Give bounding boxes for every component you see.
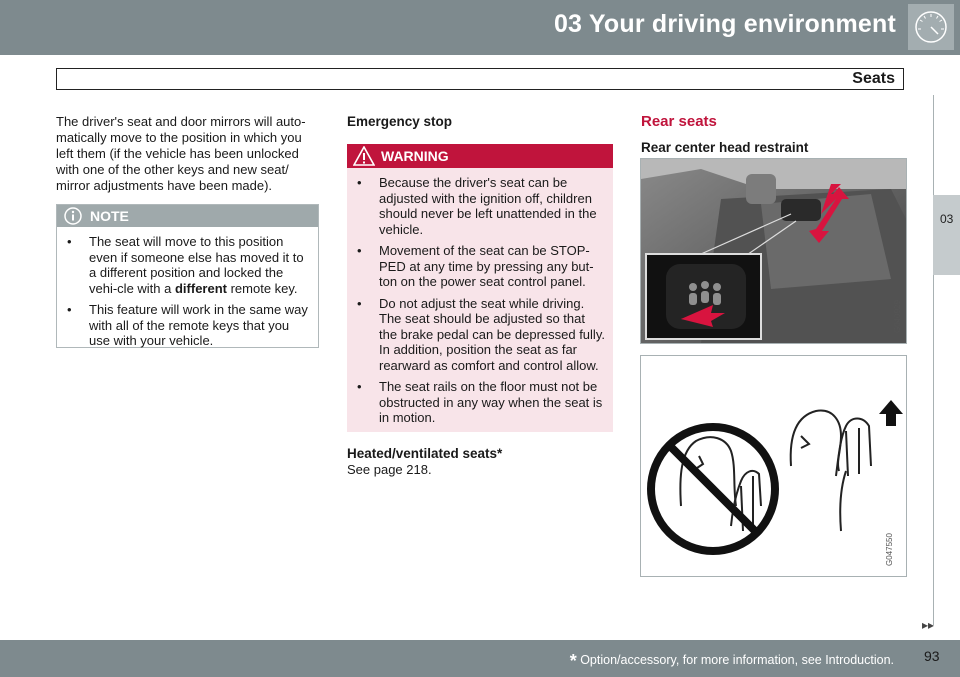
footnote: [570, 651, 894, 672]
note-text: This feature will work in the same way with all of the remote keys that you use with your vehicle.: [89, 302, 308, 348]
intro-paragraph: [56, 114, 324, 194]
intro-line: matically move to the position in which you: [56, 130, 302, 145]
intro-line: left them (if the vehicle has been unlocked: [56, 146, 299, 161]
side-rule: [933, 95, 934, 625]
note-bold-text: different: [174, 280, 227, 296]
warning-item: • Because the driver's seat can be adjusted with the ignition off, children should never be left unattended in the vehicle.: [347, 175, 605, 237]
warning-triangle-icon: [353, 146, 375, 171]
info-icon: [64, 207, 82, 230]
image-reference-code: G040929: [893, 300, 902, 333]
emergency-stop-heading: Emergency stop: [347, 114, 453, 129]
note-list: [57, 234, 312, 355]
rear-seats-heading: Rear seats: [641, 113, 717, 130]
warning-item: • Movement of the seat can be STOP-PED at any time by pressing any but-ton on the power seat control panel.: [347, 243, 605, 290]
next-page-arrows-icon[interactable]: ▸▸: [922, 618, 935, 632]
warning-item: • The seat rails on the floor must not be obstructed in any way when the seat is in motion.: [347, 379, 605, 426]
footnote-star: *: [569, 651, 577, 671]
head-restraint-photo: [640, 158, 907, 344]
note-label: NOTE: [90, 208, 129, 224]
warning-item: • Do not adjust the seat while driving. The seat should be adjusted so that the brake pedal can be depressed fully. In addition, position the seat as far rearward as comfort and control allow.: [347, 296, 605, 374]
warning-header: [347, 144, 613, 168]
speedometer-gauge-icon: [908, 4, 954, 50]
warning-box: [347, 144, 613, 432]
page-number: 93: [924, 648, 940, 664]
chapter-side-tab-label: 03: [940, 212, 954, 226]
note-header: [57, 205, 318, 227]
rear-center-head-restraint-heading: Rear center head restraint: [641, 140, 809, 155]
intro-line: The driver's seat and door mirrors will auto-: [56, 114, 306, 129]
note-item: [57, 302, 312, 349]
intro-line: with one of the other keys and new seat/: [56, 162, 289, 177]
footnote-text: Option/accessory, for more information, see Introduction.: [580, 653, 894, 667]
heated-seats-reference: See page 218.: [347, 462, 432, 477]
intro-line: mirror adjustments have been made).: [56, 178, 273, 193]
section-bar: [56, 68, 904, 90]
note-box: [56, 204, 319, 348]
note-item: [57, 234, 312, 296]
chapter-title: 03 Your driving environment: [553, 10, 896, 38]
head-restraint-illustration: [640, 355, 907, 577]
section-title: Seats: [852, 70, 895, 87]
note-text: The seat will move to this position even if someone else has moved it to a different position and locked the vehi-cle with a: [89, 234, 304, 296]
heated-seats-heading: Heated/ventilated seats*: [347, 446, 503, 461]
warning-label: WARNING: [381, 148, 449, 164]
chapter-side-tab[interactable]: [933, 195, 960, 275]
warning-list: [347, 175, 605, 432]
image-reference-code: G047550: [885, 533, 894, 566]
note-text: remote key.: [226, 280, 298, 296]
